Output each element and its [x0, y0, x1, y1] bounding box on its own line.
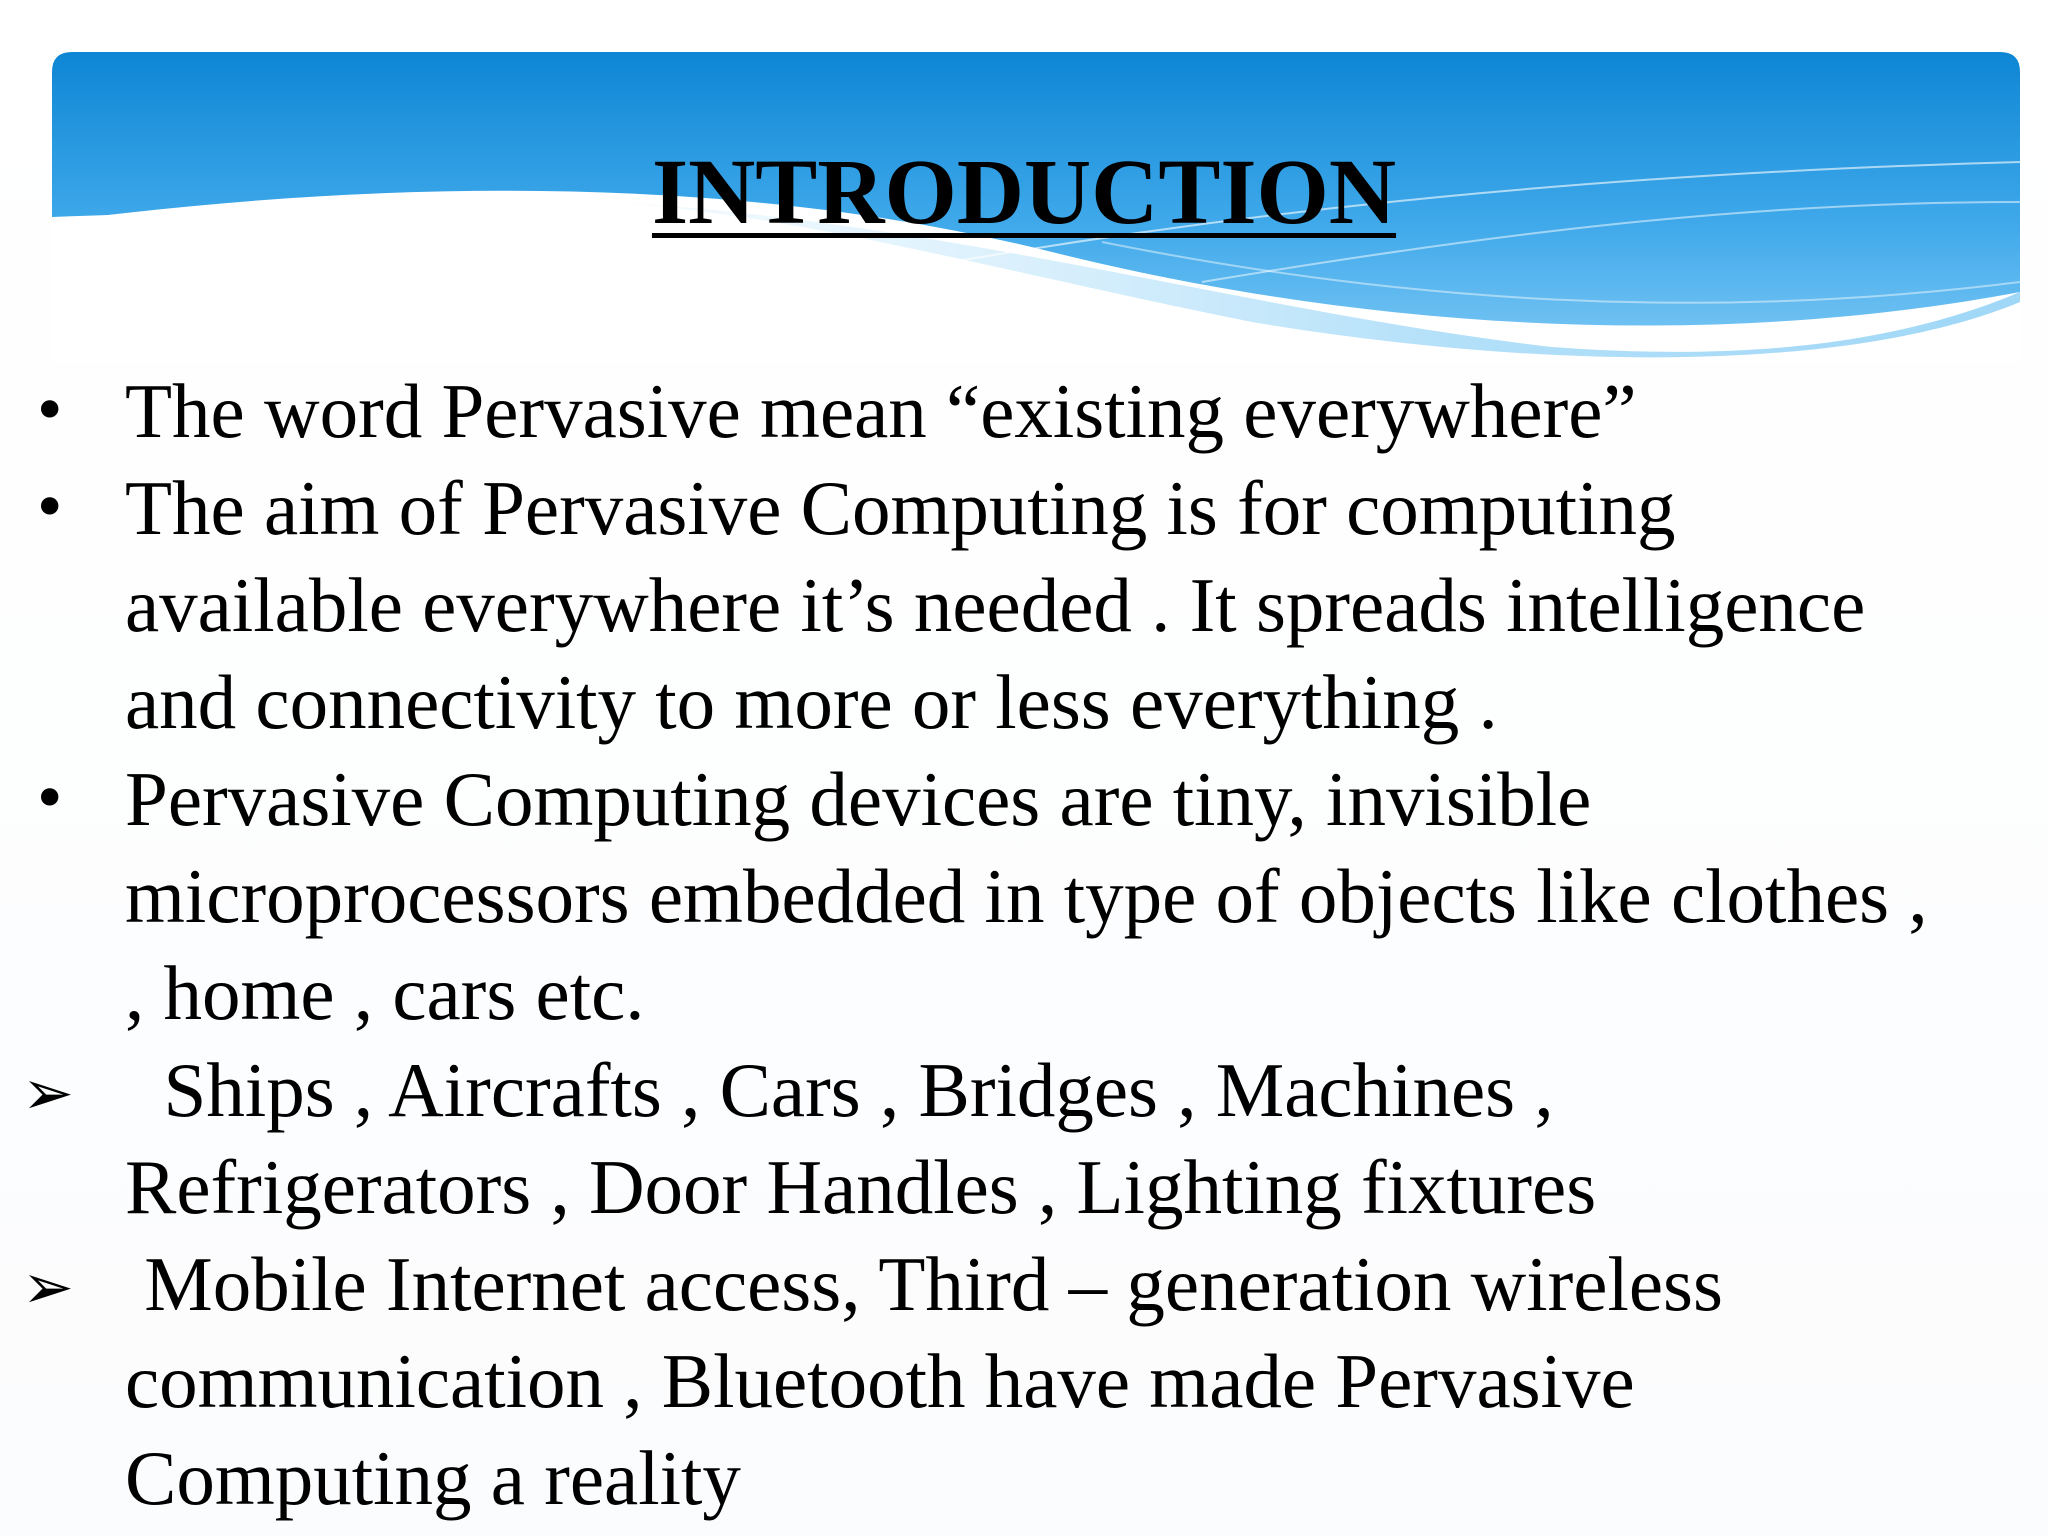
- list-item-line: Ships , Aircrafts , Cars , Bridges , Machines ,: [125, 1047, 1554, 1133]
- slide-title: [0, 138, 2048, 248]
- list-item: [20, 1236, 2030, 1527]
- bullet-marker: •: [32, 376, 68, 446]
- list-item-line: The aim of Pervasive Computing is for computing: [125, 465, 1676, 551]
- list-item-line: Refrigerators , Door Handles , Lighting fixtures: [125, 1144, 1597, 1230]
- list-item: [20, 751, 2030, 1042]
- slide-title-text: INTRODUCTION: [651, 141, 1397, 244]
- list-item: [20, 460, 2030, 751]
- bullet-marker: •: [32, 473, 68, 543]
- list-item-line: microprocessors embedded in type of objects like clothes ,: [125, 853, 1928, 939]
- list-item-line: Mobile Internet access, Third – generation wireless: [125, 1241, 1723, 1327]
- list-item: [20, 1042, 2030, 1236]
- list-item-line: communication , Bluetooth have made Pervasive: [125, 1338, 1635, 1424]
- list-item-line: Computing a reality: [125, 1435, 741, 1521]
- bullet-list: [20, 363, 2030, 1527]
- list-item-line: and connectivity to more or less everything .: [125, 659, 1498, 745]
- list-item-line: The word Pervasive mean “existing everywhere”: [125, 368, 1637, 454]
- list-item: [20, 363, 2030, 460]
- list-item-line: , home , cars etc.: [125, 950, 645, 1036]
- list-item-line: available everywhere it’s needed . It spreads intelligence: [125, 562, 1866, 648]
- list-item-line: Pervasive Computing devices are tiny, invisible: [125, 756, 1592, 842]
- arrow-bullet-icon: ➢: [22, 1250, 74, 1323]
- arrow-bullet-icon: ➢: [22, 1056, 74, 1129]
- bullet-marker: •: [32, 764, 68, 834]
